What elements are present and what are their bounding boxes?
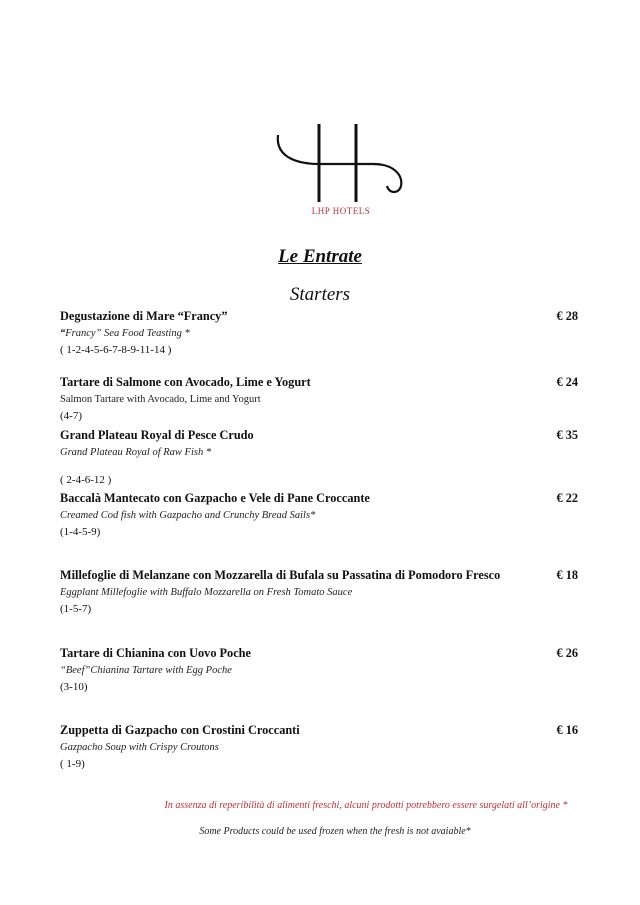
menu-item bbox=[60, 309, 580, 357]
dish-name: Zuppetta di Gazpacho con Crostini Croccanti bbox=[60, 723, 300, 737]
dish-description-text: Francy” Sea Food Teasting * bbox=[65, 328, 190, 339]
dish-price: € 28 bbox=[556, 309, 578, 323]
dish-allergens: ( 1-2-4-5-6-7-8-9-11-14 ) bbox=[60, 344, 172, 356]
menu-item bbox=[60, 646, 580, 694]
page-subtitle: Starters bbox=[289, 284, 351, 305]
dish-description: Eggplant Millefoglie with Buffalo Mozzarella on Fresh Tomato Sauce bbox=[60, 587, 353, 598]
dish-description: Creamed Cod fish with Gazpacho and Crunchy Bread Sails* bbox=[60, 510, 316, 521]
dish-price: € 22 bbox=[556, 491, 578, 505]
dish-description: “Beef”Chianina Tartare with Egg Poche bbox=[60, 665, 232, 676]
dish-allergens: (1-5-7) bbox=[60, 603, 92, 615]
menu-item bbox=[60, 568, 580, 616]
hotel-logo bbox=[273, 120, 409, 220]
dish-name: Tartare di Chianina con Uovo Poche bbox=[60, 646, 251, 660]
dish-name: Degustazione di Mare “Francy” bbox=[60, 309, 228, 323]
frozen-notice-italian: In assenza di reperibilità di alimenti freschi, alcuni prodotti potrebbero essere surgelati all’origine * bbox=[164, 800, 568, 811]
dish-name: Baccalà Mantecato con Gazpacho e Vele di Pane Croccante bbox=[60, 491, 370, 505]
dish-allergens: (3-10) bbox=[60, 681, 88, 693]
dish-description: Salmon Tartare with Avocado, Lime and Yogurt bbox=[60, 394, 261, 405]
dish-price: € 16 bbox=[556, 723, 578, 737]
menu-item bbox=[60, 375, 580, 423]
dish-name: Grand Plateau Royal di Pesce Crudo bbox=[60, 428, 254, 442]
dish-allergens: (4-7) bbox=[60, 410, 82, 422]
dish-price: € 35 bbox=[556, 428, 578, 442]
dish-price: € 24 bbox=[556, 375, 578, 389]
lhp-monogram-icon bbox=[273, 120, 409, 210]
logo-text: LHP HOTELS bbox=[311, 206, 371, 216]
dish-description bbox=[60, 327, 580, 341]
dish-allergens: ( 2-4-6-12 ) bbox=[60, 474, 112, 486]
dish-allergens: (1-4-5-9) bbox=[60, 526, 101, 538]
quote-mark: “ bbox=[60, 328, 66, 339]
dish-name: Tartare di Salmone con Avocado, Lime e Yogurt bbox=[60, 375, 311, 389]
page-title: Le Entrate bbox=[278, 246, 362, 267]
dish-price: € 26 bbox=[556, 646, 578, 660]
dish-name: Millefoglie di Melanzane con Mozzarella di Bufala su Passatina di Pomodoro Fresco bbox=[60, 568, 501, 582]
dish-allergens: ( 1-9) bbox=[60, 758, 85, 770]
menu-item bbox=[60, 428, 580, 487]
dish-description: Grand Plateau Royal of Raw Fish * bbox=[60, 447, 212, 458]
frozen-notice-english: Some Products could be used frozen when the fresh is not avaiable* bbox=[199, 826, 471, 837]
dish-description: Gazpacho Soup with Crispy Croutons bbox=[60, 742, 219, 753]
dish-price: € 18 bbox=[556, 568, 578, 582]
menu-item bbox=[60, 491, 580, 539]
menu-item bbox=[60, 723, 580, 771]
